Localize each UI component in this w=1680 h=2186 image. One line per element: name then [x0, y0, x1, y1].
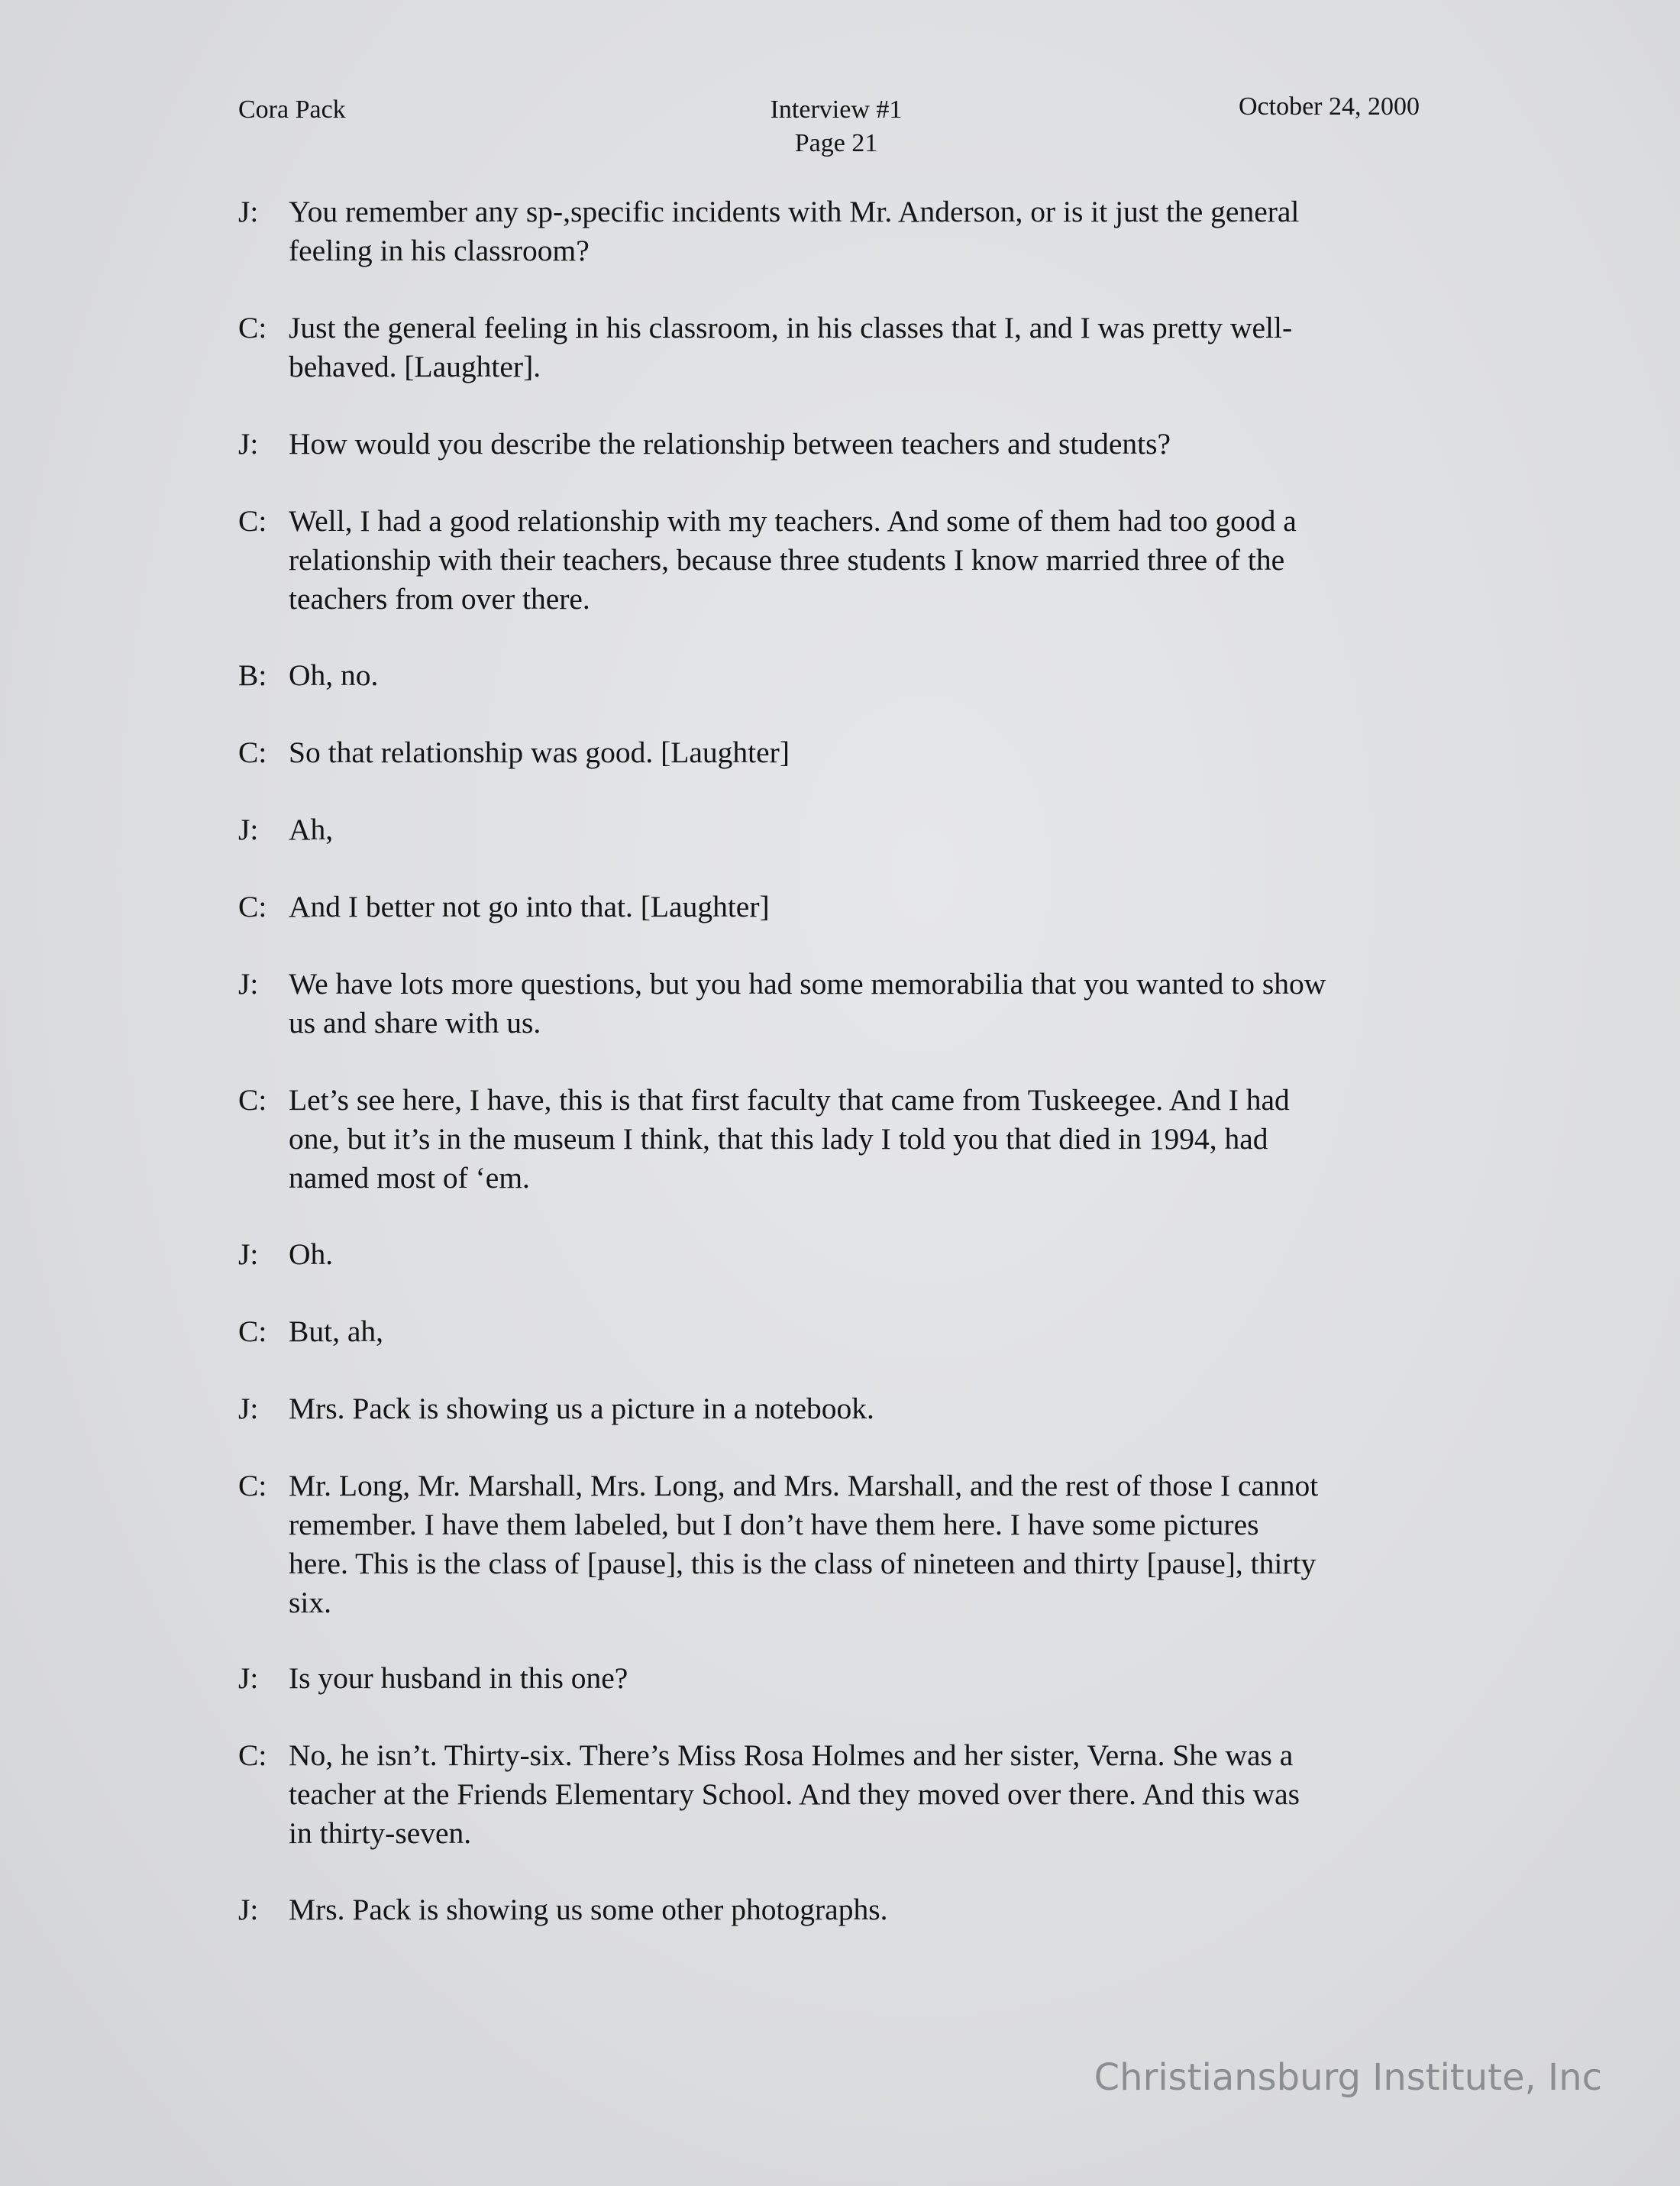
- speaker-label: J:: [238, 1661, 259, 1695]
- turn-text: Ah,: [289, 813, 334, 846]
- speaker-label: C:: [238, 311, 267, 344]
- turn-text: Mr. Long, Mr. Marshall, Mrs. Long, and Mrs. Marshall, and the rest of those I cannot remember. I have them labeled, but I don’t have them here. I have some pictures here. This is the class of [pause], this is the class of nineteen and thirty [pause], thirty six.: [289, 1469, 1319, 1619]
- speaker-label: C:: [238, 1469, 267, 1502]
- turn-text: Mrs. Pack is showing us some other photographs.: [289, 1893, 888, 1926]
- speaker-label: J:: [238, 1392, 259, 1425]
- speaker-label: C:: [238, 504, 267, 538]
- header-interview-number: Interview #1: [770, 95, 903, 124]
- header-interview-info: [657, 93, 1016, 160]
- turn-text: And I better not go into that. [Laughter]: [289, 890, 770, 923]
- turn-text: Is your husband in this one?: [289, 1661, 628, 1695]
- transcript-turn: [238, 965, 1452, 1043]
- turn-text: So that relationship was good. [Laughter]: [289, 736, 790, 769]
- turn-text: How would you describe the relationship between teachers and students?: [289, 427, 1171, 461]
- transcript-turn: [238, 1081, 1452, 1198]
- speaker-label: J:: [238, 195, 259, 228]
- speaker-label: C:: [238, 1738, 267, 1772]
- watermark: Christiansburg Institute, Inc: [1094, 2056, 1602, 2099]
- transcript-turn: [238, 1312, 1452, 1351]
- speaker-label: B:: [238, 658, 267, 692]
- speaker-label: C:: [238, 1315, 267, 1348]
- speaker-label: C:: [238, 890, 267, 923]
- speaker-label: C:: [238, 1083, 267, 1117]
- transcript-turn: [238, 1736, 1452, 1853]
- transcript-turn: [238, 1890, 1452, 1929]
- turn-text: Oh, no.: [289, 658, 379, 692]
- speaker-label: J:: [238, 1893, 259, 1926]
- speaker-label: J:: [238, 1237, 259, 1271]
- transcript-turn: [238, 1659, 1452, 1698]
- transcript-turn: [238, 888, 1452, 926]
- turn-text: No, he isn’t. Thirty-six. There’s Miss Rosa Holmes and her sister, Verna. She was a teacher at the Friends Elementary School. And they moved over there. And this was in thirty-seven.: [289, 1738, 1300, 1850]
- header-interviewee-name: Cora Pack: [238, 95, 346, 124]
- transcript-turn: [238, 502, 1452, 619]
- speaker-label: J:: [238, 427, 259, 461]
- turn-text: Well, I had a good relationship with my teachers. And some of them had too good a relationship with their teachers, because three students I know married three of the teachers from over there.: [289, 504, 1297, 616]
- turn-text: Oh.: [289, 1237, 334, 1271]
- transcript-turn: [238, 1235, 1452, 1274]
- transcript-turn: [238, 192, 1452, 270]
- speaker-label: J:: [238, 967, 259, 1001]
- transcript-turn: [238, 425, 1452, 464]
- transcript-turn: [238, 309, 1452, 386]
- turn-text: We have lots more questions, but you had some memorabilia that you wanted to show us and share with us.: [289, 967, 1326, 1040]
- transcript-turn: [238, 1389, 1452, 1428]
- transcript-turn: [238, 810, 1452, 849]
- transcript-turn: [238, 1466, 1452, 1622]
- header-page-number: Page 21: [794, 129, 878, 157]
- turn-text: Just the general feeling in his classroom, in his classes that I, and I was pretty well- behaved. [Laughter].: [289, 311, 1293, 383]
- turn-text: But, ah,: [289, 1315, 383, 1348]
- transcript-turn: [238, 656, 1452, 695]
- turn-text: Mrs. Pack is showing us a picture in a notebook.: [289, 1392, 874, 1425]
- speaker-label: J:: [238, 813, 259, 846]
- turn-text: Let’s see here, I have, this is that first faculty that came from Tuskeegee. And I had one, but it’s in the museum I think, that this lady I told you that died in 1994, had named most of ‘em.: [289, 1083, 1290, 1195]
- transcript-turn: [238, 733, 1452, 772]
- header-date: October 24, 2000: [1239, 92, 1420, 121]
- speaker-label: C:: [238, 736, 267, 769]
- turn-text: You remember any sp-,specific incidents with Mr. Anderson, or is it just the general feeling in his classroom?: [289, 195, 1300, 267]
